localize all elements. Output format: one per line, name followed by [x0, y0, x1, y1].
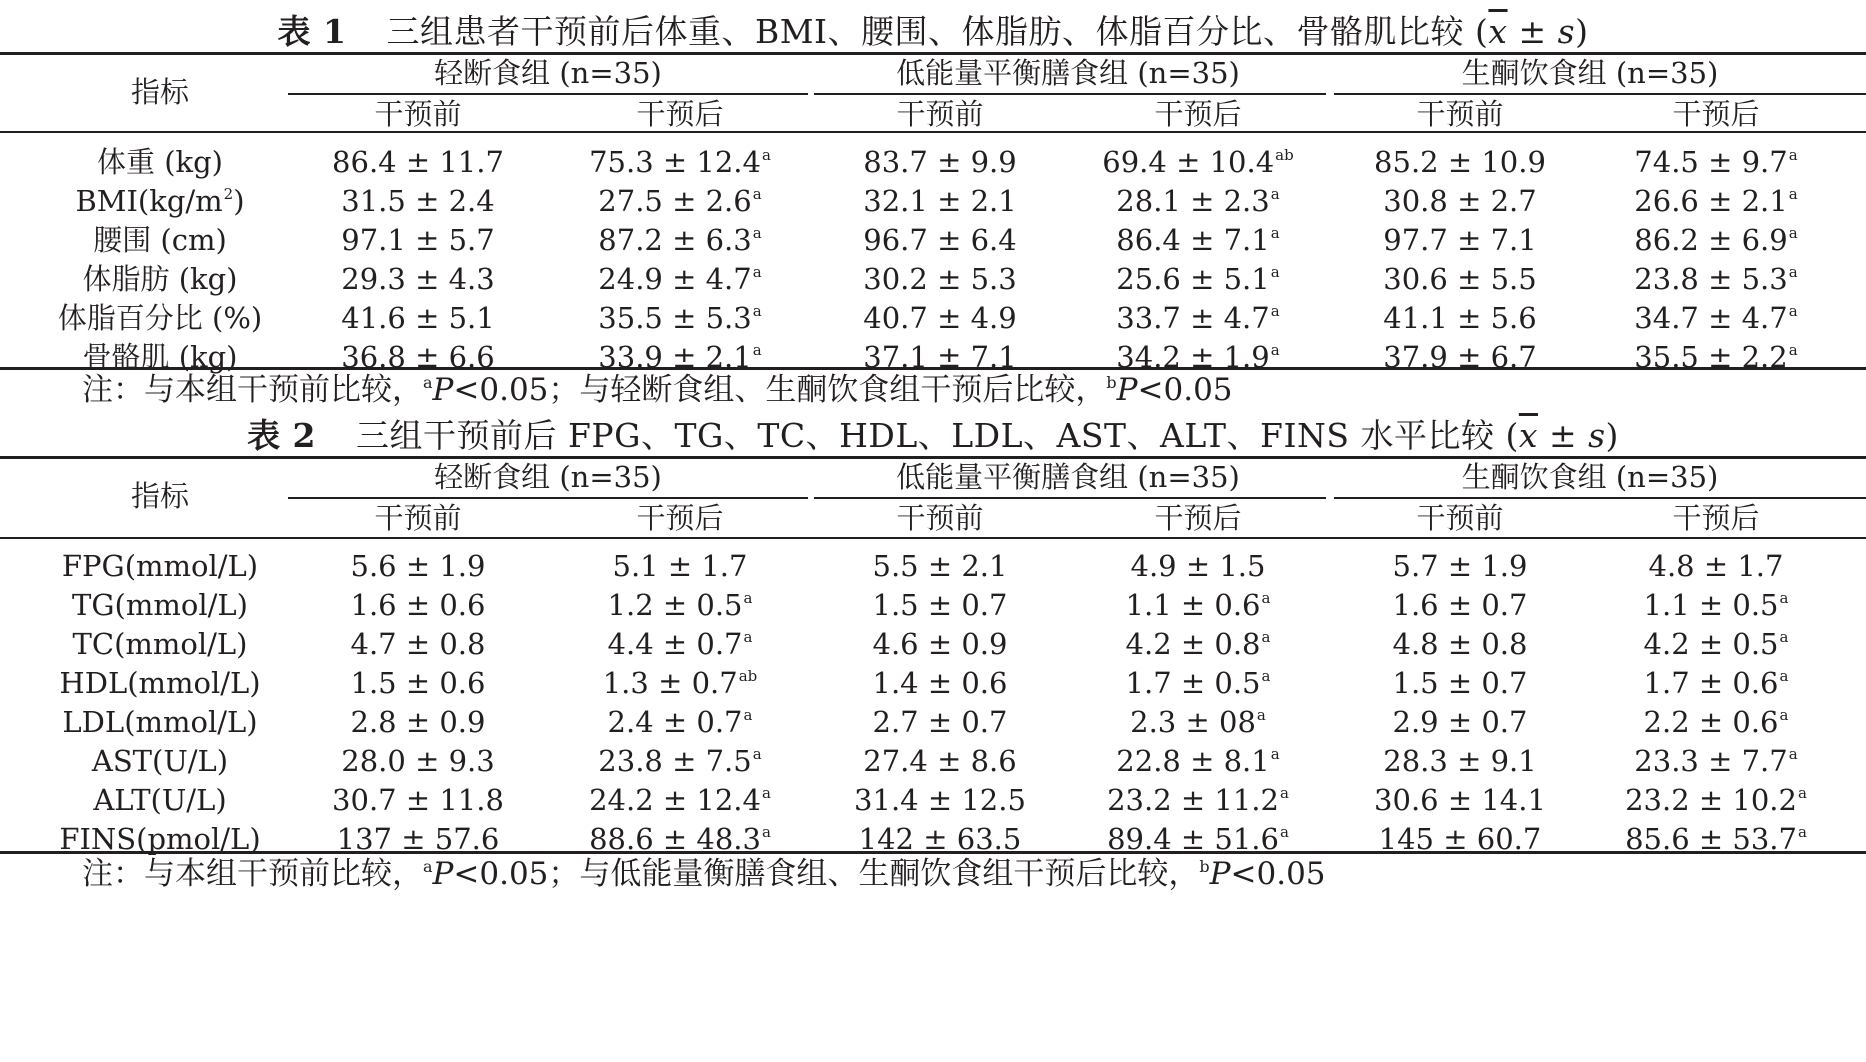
table1-cell-significance: a [752, 263, 762, 281]
table1-note-sig-a: a [423, 373, 433, 392]
table1-cell-significance: a [752, 224, 762, 242]
table2-cell-significance: a [761, 823, 771, 841]
table1-group-header [288, 53, 808, 93]
table2-data-cell [293, 702, 543, 742]
table2-cell-value: 1.7 ± 0.5 [1125, 666, 1261, 700]
table2-row-label [10, 819, 310, 859]
table1-subheader [555, 94, 805, 134]
table1-number: 表 1 [277, 12, 347, 51]
table1-row-label-text: 体重 (kg) [97, 145, 223, 179]
table2-cell-significance: a [1256, 706, 1266, 724]
table1-cell-value: 85.2 ± 10.9 [1374, 145, 1546, 179]
table1-cell-value: 35.5 ± 5.3 [598, 301, 752, 335]
table1-data-cell [1073, 337, 1323, 382]
table2-cell-significance: a [1779, 589, 1789, 607]
table1-data-cell [815, 181, 1065, 221]
table1-subheader-text: 干预后 [636, 97, 724, 131]
table2-subheader-text: 干预后 [636, 501, 724, 535]
table2-cell-value: 85.6 ± 53.7 [1625, 822, 1797, 856]
table2-data-cell [815, 780, 1065, 820]
table1-note-p1: P [432, 372, 454, 408]
table2-data-cell [815, 741, 1065, 781]
table1-cell-value: 97.1 ± 5.7 [341, 223, 495, 257]
table2-cell-value: 1.7 ± 0.6 [1643, 666, 1779, 700]
table1-cell-value: 86.4 ± 11.7 [332, 145, 504, 179]
table1-data-cell [555, 337, 805, 382]
table2-cell-significance: a [1261, 628, 1271, 646]
table1-row-label [10, 142, 310, 182]
table2-subheader-text: 干预前 [1416, 501, 1504, 535]
table2-cell-value: 1.4 ± 0.6 [872, 666, 1008, 700]
table2-cell-value: 23.8 ± 7.5 [598, 744, 752, 778]
table1-cell-value: 33.7 ± 4.7 [1116, 301, 1270, 335]
table2-cell-significance: a [1779, 628, 1789, 646]
table1-cell-value: 35.5 ± 2.2 [1634, 340, 1788, 374]
table1-data-cell [293, 298, 543, 338]
table2-subheader [815, 498, 1065, 538]
table2-data-cell [1073, 546, 1323, 586]
table1-cell-value: 75.3 ± 12.4 [589, 145, 761, 179]
table2-cell-value: 88.6 ± 48.3 [589, 822, 761, 856]
table1-cell-value: 86.2 ± 6.9 [1634, 223, 1788, 257]
table2-cell-value: 1.5 ± 0.7 [1392, 666, 1528, 700]
table2-note-p2: P [1209, 856, 1231, 892]
table1-data-cell [815, 220, 1065, 260]
table2-data-cell [815, 624, 1065, 664]
table1-cell-significance: a [761, 146, 771, 164]
table2-cell-significance: a [743, 706, 753, 724]
table1-cell-value: 83.7 ± 9.9 [863, 145, 1017, 179]
table1-cell-value: 28.1 ± 2.3 [1116, 184, 1270, 218]
table1-cell-value: 34.7 ± 4.7 [1634, 301, 1788, 335]
table2-subheader [1586, 498, 1846, 538]
table2-cell-value: 4.8 ± 1.7 [1648, 549, 1784, 583]
table2-cell-value: 1.1 ± 0.6 [1125, 588, 1261, 622]
table1-cell-significance: a [1270, 341, 1280, 359]
table2-data-cell [815, 663, 1065, 703]
table1-subheader [1335, 94, 1585, 134]
table2-group-header-text: 生酮饮食组 (n=35) [1461, 460, 1719, 494]
table2-cell-value: 23.2 ± 11.2 [1107, 783, 1279, 817]
table2-row-label [10, 741, 310, 781]
table2-cell-significance: a [1279, 784, 1289, 802]
table2-cell-value: 4.4 ± 0.7 [607, 627, 743, 661]
table2-data-cell [293, 663, 543, 703]
table1-data-cell [293, 259, 543, 299]
table1-note-p1-value: <0.05；与轻断食组、生酮饮食组干预后比较， [453, 372, 1107, 408]
table2-subheader-text: 干预后 [1154, 501, 1242, 535]
table2-cell-value: 2.3 ± 08 [1130, 705, 1256, 739]
table2-cell-value: 2.2 ± 0.6 [1643, 705, 1779, 739]
table1-subheader [815, 94, 1065, 134]
table2-data-cell [293, 819, 543, 859]
table2-cell-value: 1.5 ± 0.6 [350, 666, 486, 700]
table2-group-header [1330, 457, 1850, 497]
table1-subheader-text: 干预前 [374, 97, 462, 131]
table1-subheader [1586, 94, 1846, 134]
table1-row-label-text: 骨骼肌 (kg) [82, 340, 238, 374]
table2-cell-significance: a [1261, 667, 1271, 685]
table2-cell-value: 22.8 ± 8.1 [1116, 744, 1270, 778]
table1-row-label-text: 体脂肪 (kg) [82, 262, 238, 296]
table1-cell-value: 32.1 ± 2.1 [863, 184, 1017, 218]
table2-cell-significance: a [752, 745, 762, 763]
table1-cell-value: 86.4 ± 7.1 [1116, 223, 1270, 257]
table2-cell-value: 1.6 ± 0.6 [350, 588, 486, 622]
table1-row-label-text: 腰围 (cm) [93, 223, 227, 257]
table1-cell-value: 31.5 ± 2.4 [341, 184, 495, 218]
table1-cell-value: 30.2 ± 5.3 [863, 262, 1017, 296]
table2-cell-significance: a [1797, 823, 1807, 841]
table2-cell-value: 1.5 ± 0.7 [872, 588, 1008, 622]
table1-data-cell [815, 298, 1065, 338]
table1-row-label-text: 体脂百分比 (%) [57, 301, 263, 335]
table1-subheader-text: 干预前 [896, 97, 984, 131]
table1-indicator-header-text: 指标 [130, 75, 189, 109]
table1-group-header [808, 53, 1328, 93]
table1-row-label [10, 220, 310, 260]
table2-subheader-text: 干预前 [374, 501, 462, 535]
table1-cell-significance: a [1788, 146, 1798, 164]
table1-cell-value: 41.6 ± 5.1 [341, 301, 495, 335]
table2-cell-value: 23.3 ± 7.7 [1634, 744, 1788, 778]
table2-data-cell [1335, 780, 1585, 820]
table2-data-cell [1335, 585, 1585, 625]
table2-data-cell [1335, 663, 1585, 703]
table1-cell-value: 96.7 ± 6.4 [863, 223, 1017, 257]
table1-cell-significance: a [752, 185, 762, 203]
table1-row-label [10, 259, 310, 299]
table2-group-header-text: 低能量平衡膳食组 (n=35) [896, 460, 1240, 494]
table1-group-header-text: 生酮饮食组 (n=35) [1461, 56, 1719, 90]
table2-cell-significance: a [1270, 745, 1280, 763]
table1-cell-value: 87.2 ± 6.3 [598, 223, 752, 257]
table1-cell-value: 26.6 ± 2.1 [1634, 184, 1788, 218]
table1-subheader-text: 干预后 [1672, 97, 1760, 131]
table2-cell-value: 2.8 ± 0.9 [350, 705, 486, 739]
table2-stat-mean: $\overline{x}$ [1518, 416, 1538, 455]
table1-group-header-text: 轻断食组 (n=35) [434, 56, 662, 90]
table2-cell-significance: a [1279, 823, 1289, 841]
table2-data-cell [1335, 741, 1585, 781]
table1-row-label [10, 337, 310, 377]
table1-cell-significance: a [1270, 224, 1280, 242]
table1-data-cell [1335, 337, 1585, 377]
table1-subheader-text: 干预后 [1154, 97, 1242, 131]
table1-data-cell [293, 337, 543, 377]
table2-cell-value: 23.2 ± 10.2 [1625, 783, 1797, 817]
table2-subheader [1335, 498, 1585, 538]
table2-cell-value: 27.4 ± 8.6 [863, 744, 1017, 778]
table1-cell-value: 37.9 ± 6.7 [1383, 340, 1537, 374]
table2-subheader [293, 498, 543, 538]
table2-note-prefix: 注：与本组干预前比较， [82, 856, 423, 892]
table2-indicator-header [10, 476, 310, 516]
table1-row-label-text: BMI(kg/m [75, 184, 223, 218]
table1-data-cell [293, 142, 543, 182]
table1-data-cell [1335, 259, 1585, 299]
table1-cell-significance: a [1788, 263, 1798, 281]
table2-cell-value: 142 ± 63.5 [858, 822, 1022, 856]
table2-note-sig-b: b [1199, 857, 1210, 876]
table2-data-cell [293, 780, 543, 820]
table2-cell-value: 1.6 ± 0.7 [1392, 588, 1528, 622]
table2-cell-value: 30.7 ± 11.8 [332, 783, 504, 817]
table1-cell-value: 33.9 ± 2.1 [598, 340, 752, 374]
table2-title: 表 2 三组干预前后 FPG、TG、TC、HDL、LDL、AST、ALT、FINS 水平比较 $(\overline{x} \pm s)$ [247, 416, 1619, 455]
table2-cell-value: 5.5 ± 2.1 [872, 549, 1008, 583]
table1-cell-value: 37.1 ± 7.1 [863, 340, 1017, 374]
table2-cell-significance: a [1779, 706, 1789, 724]
table2-row-label-text: ALT(U/L) [93, 783, 227, 817]
table2-cell-value: 1.2 ± 0.5 [607, 588, 743, 622]
table2-cell-significance: a [1261, 589, 1271, 607]
table1-cell-significance: a [1788, 224, 1798, 242]
table2-row-label [10, 585, 310, 625]
table1-cell-value: 97.7 ± 7.1 [1383, 223, 1537, 257]
table1-data-cell [1335, 298, 1585, 338]
table2-cell-significance: a [1797, 784, 1807, 802]
table2-data-cell [293, 624, 543, 664]
table1-group-header [1330, 53, 1850, 93]
table1-data-cell [815, 259, 1065, 299]
table1-row-label-sup: 2 [223, 185, 234, 203]
table2-cell-value: 4.2 ± 0.5 [1643, 627, 1779, 661]
table2-cell-value: 1.3 ± 0.7 [602, 666, 738, 700]
table2-title-text: 三组干预前后 FPG、TG、TC、HDL、LDL、AST、ALT、FINS 水平比较 [356, 416, 1495, 455]
table2-cell-value: 4.2 ± 0.8 [1125, 627, 1261, 661]
table2-data-cell [1335, 546, 1585, 586]
table2-group-header [288, 457, 808, 497]
table2-row-label [10, 780, 310, 820]
table2-cell-value: 2.7 ± 0.7 [872, 705, 1008, 739]
table2-cell-value: 4.6 ± 0.9 [872, 627, 1008, 661]
table2-cell-value: 4.8 ± 0.8 [1392, 627, 1528, 661]
table1-data-cell [815, 142, 1065, 182]
table2-data-cell [293, 585, 543, 625]
table2-stat-sd: ± s [1537, 416, 1606, 455]
table2-cell-value: 145 ± 60.7 [1378, 822, 1542, 856]
table2-cell-value: 137 ± 57.6 [336, 822, 500, 856]
table1-data-cell [1335, 220, 1585, 260]
table2-row-label [10, 546, 310, 586]
table2-row-label-text: TC(mmol/L) [72, 627, 248, 661]
table1-cell-significance: a [1788, 341, 1798, 359]
table1-cell-value: 25.6 ± 5.1 [1116, 262, 1270, 296]
table2-cell-value: 24.2 ± 12.4 [589, 783, 761, 817]
table2-number: 表 2 [247, 416, 317, 455]
table1-stat-sd: ± s [1507, 12, 1576, 51]
table2-cell-significance: ab [738, 667, 758, 685]
table2-cell-value: 4.9 ± 1.5 [1130, 549, 1266, 583]
table1-subheader-text: 干预前 [1416, 97, 1504, 131]
table2-cell-value: 5.6 ± 1.9 [350, 549, 486, 583]
table2-cell-value: 1.1 ± 0.5 [1643, 588, 1779, 622]
table2-data-cell [555, 546, 805, 586]
table2-data-cell [1073, 819, 1323, 864]
table1-data-cell [1335, 142, 1585, 182]
table1-cell-value: 69.4 ± 10.4 [1102, 145, 1275, 179]
table2-row-label-text: TG(mmol/L) [72, 588, 248, 622]
table2-cell-significance: a [1788, 745, 1798, 763]
table2-data-cell [1335, 702, 1585, 742]
table1-data-cell [293, 220, 543, 260]
table1-cell-value: 30.6 ± 5.5 [1383, 262, 1537, 296]
table1-cell-value: 27.5 ± 2.6 [598, 184, 752, 218]
table2-row-label-text: LDL(mmol/L) [62, 705, 258, 739]
table1-cell-value: 34.2 ± 1.9 [1116, 340, 1270, 374]
table2-cell-value: 30.6 ± 14.1 [1374, 783, 1546, 817]
table1-cell-value: 24.9 ± 4.7 [598, 262, 752, 296]
table1-cell-significance: a [1788, 302, 1798, 320]
table2-cell-value: 28.3 ± 9.1 [1383, 744, 1537, 778]
table1-title: 表 1 三组患者干预前后体重、BMI、腰围、体脂肪、体脂百分比、骨骼肌比较 $(\overline{x} \pm s)$ [277, 12, 1589, 51]
table2-row-label-text: FINS(pmol/L) [59, 822, 261, 856]
table2-data-cell [815, 819, 1065, 859]
table2-cell-value: 5.1 ± 1.7 [612, 549, 748, 583]
table1-subheader [1073, 94, 1323, 134]
table1-cell-significance: a [1270, 185, 1280, 203]
table1-group-header-text: 低能量平衡膳食组 (n=35) [896, 56, 1240, 90]
table2-note-p2-value: <0.05 [1230, 856, 1326, 892]
table2-cell-significance: a [1779, 667, 1789, 685]
table2-cell-value: 2.9 ± 0.7 [1392, 705, 1528, 739]
table2-cell-value: 89.4 ± 51.6 [1107, 822, 1279, 856]
table1-cell-significance: a [752, 341, 762, 359]
table2-data-cell [293, 546, 543, 586]
table1-cell-value: 23.8 ± 5.3 [1634, 262, 1788, 296]
table1-cell-value: 30.8 ± 2.7 [1383, 184, 1537, 218]
table2-cell-value: 5.7 ± 1.9 [1392, 549, 1528, 583]
table2-data-cell [1586, 819, 1846, 864]
table2-row-label [10, 702, 310, 742]
table2-subheader-text: 干预前 [896, 501, 984, 535]
table1-cell-significance: a [752, 302, 762, 320]
table2-cell-significance: a [743, 628, 753, 646]
table1-cell-value: 74.5 ± 9.7 [1634, 145, 1788, 179]
table1-cell-value: 41.1 ± 5.6 [1383, 301, 1537, 335]
table1-cell-value: 40.7 ± 4.9 [863, 301, 1017, 335]
table2-note-p1-value: <0.05；与低能量衡膳食组、生酮饮食组干预后比较， [453, 856, 1200, 892]
table2-data-cell [1335, 819, 1585, 859]
table2-note-sig-a: a [423, 857, 433, 876]
table1-cell-value: 29.3 ± 4.3 [341, 262, 495, 296]
table1-data-cell [293, 181, 543, 221]
table2-cell-value: 2.4 ± 0.7 [607, 705, 743, 739]
table1-row-label-tail: ) [233, 184, 245, 218]
table1-note-sig-b: b [1106, 373, 1117, 392]
table2-note-p1: P [432, 856, 454, 892]
table2-row-label-text: FPG(mmol/L) [61, 549, 259, 583]
table2-group-header-text: 轻断食组 (n=35) [434, 460, 662, 494]
table1-indicator-header [10, 72, 310, 112]
table2-row-label [10, 624, 310, 664]
table1-note-prefix: 注：与本组干预前比较， [82, 372, 423, 408]
table2-row-label-text: AST(U/L) [91, 744, 229, 778]
table1-cell-significance: a [1270, 302, 1280, 320]
table2-subheader [555, 498, 805, 538]
table1-note-p2-value: <0.05 [1137, 372, 1233, 408]
table2-cell-value: 4.7 ± 0.8 [350, 627, 486, 661]
table1-title-text: 三组患者干预前后体重、BMI、腰围、体脂肪、体脂百分比、骨骼肌比较 [386, 12, 1465, 51]
table2-subheader [1073, 498, 1323, 538]
table2-data-cell [293, 741, 543, 781]
table1-subheader [293, 94, 543, 134]
table1-row-label [10, 298, 310, 338]
table2-data-cell [815, 702, 1065, 742]
table1-cell-value: 36.8 ± 6.6 [341, 340, 495, 374]
table2-row-label-text: HDL(mmol/L) [59, 666, 261, 700]
table2-cell-significance: a [761, 784, 771, 802]
table1-cell-significance: ab [1275, 146, 1294, 164]
table1-data-cell [815, 337, 1065, 377]
table1-stat-mean: $\overline{x}$ [1488, 12, 1508, 51]
table2-cell-value: 28.0 ± 9.3 [341, 744, 495, 778]
table2-data-cell [815, 546, 1065, 586]
table2-group-header [808, 457, 1328, 497]
table1-note-p2: P [1116, 372, 1138, 408]
table2-cell-significance: a [743, 589, 753, 607]
table2-data-cell [1335, 624, 1585, 664]
table2-data-cell [555, 819, 805, 864]
table2-data-cell [1586, 546, 1846, 586]
table2-data-cell [815, 585, 1065, 625]
table2-subheader-text: 干预后 [1672, 501, 1760, 535]
table1-cell-significance: a [1270, 263, 1280, 281]
table1-data-cell [1586, 337, 1846, 382]
table2-indicator-header-text: 指标 [130, 479, 189, 513]
table1-cell-significance: a [1788, 185, 1798, 203]
table2-row-label [10, 663, 310, 703]
table2-cell-value: 31.4 ± 12.5 [854, 783, 1026, 817]
table1-data-cell [1335, 181, 1585, 221]
